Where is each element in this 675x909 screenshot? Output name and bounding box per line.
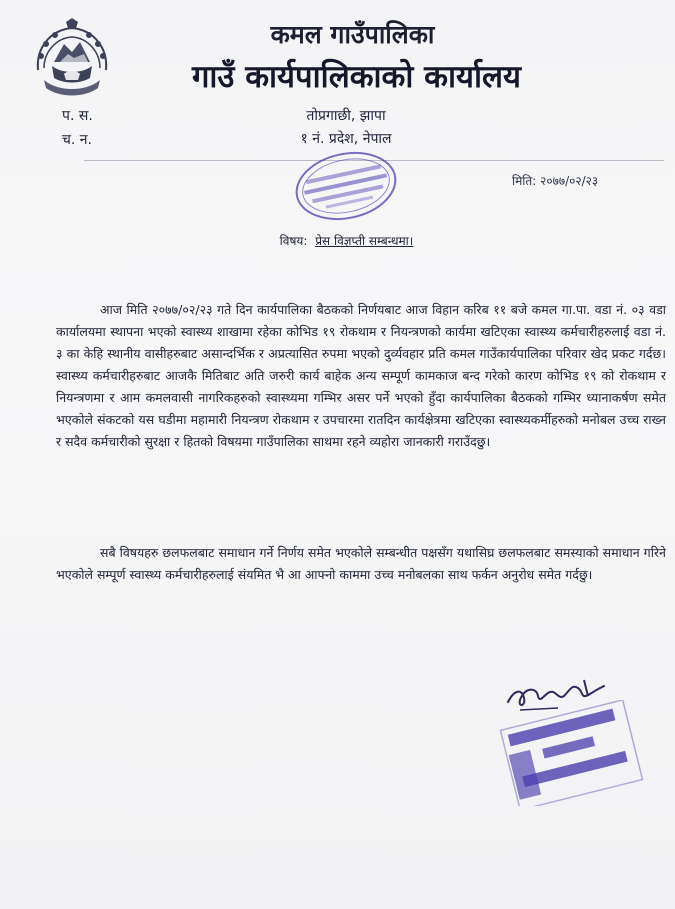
body-paragraph-1: आज मिति २०७७/०२/२३ गते दिन कार्यपालिका बैठकको निर्णयबाट आज विहान करिब ११ बजे कमल गा.पा. वडा नं. ०३ वडा कार्यालयमा स्थापना भएको स्वास्थ्य शाखामा रहेका कोभिड १९ रोकथाम र नियन्त्रणको कार्यमा खटिएका स्वास्थ्य कर्मचारीहरुलाई वडा नं. ३ का केहि स्थानीय वासीहरुबाट असान्दर्भिक र अप्रत्यासित रुपमा भएको दुर्व्यवहार प्रति कमल गाउँकार्यपालिका परिवार खेद प्रकट गर्दछ। स्वास्थ्य कर्मचारीहरुबाट आजकै मितिबाट अति जरुरी कार्य बाहेक अन्य सम्पूर्ण कामकाज बन्द गरेको कारण कोभिड १९ को रोकथाम र नियन्त्रणमा र आम कमलवासी नागरिकहरुको स्वास्थ्यमा गम्भिर असर पर्ने भएको हुँदा कार्यपालिका बैठकको गम्भिर ध्यानाकर्षण समेत भएकोले संकटको यस घडीमा महामारी नियन्त्रण रोकथाम र उपचारमा रातदिन कार्यक्षेत्रमा खटिएका स्वास्थ्यकर्मीहरुको मनोबल उच्च राख्न र सदैव कर्मचारीको सुरक्षा र हितको विषयमा गाउँपालिका साथमा रहने व्यहोरा जानकारी गराउँदछु। [56, 301, 666, 450]
address-line-2: १ नं. प्रदेश, नेपाल [300, 131, 392, 147]
address-line-1: तोप्रगाछी, झापा [306, 108, 386, 124]
letter-subject [0, 232, 675, 249]
reference-cn-label: च. न. [62, 132, 93, 148]
date-value: २०७७/०२/२३ [540, 174, 599, 188]
body-paragraph-2: सबै विषयहरु छलफलबाट समाधान गर्ने निर्णय समेत भएकोले सम्बन्धीत पक्षसँग यथासिघ्र छलफलबाट समस्याको समाधान गरिने भएकोले सम्पूर्ण स्वास्थ्य कर्मचारीहरुलाई संयमित भै आ आफ्नो काममा उच्च मनोबलका साथ फर्कन अनुरोध समेत गर्दछु। [56, 544, 666, 582]
letter-date [512, 172, 598, 189]
date-label: मिति: [512, 174, 537, 188]
signatory-stamp [496, 700, 646, 806]
office-stamp [290, 146, 402, 226]
subject-label: विषय: [279, 234, 308, 248]
reference-ps-label: प. स. [62, 108, 93, 124]
municipality-name: कमल गाउँपालिका [270, 20, 435, 49]
office-name: गाउँ कार्यपालिकाको कार्यालय [191, 59, 522, 95]
subject-value: प्रेस विज्ञप्ती सम्बन्धमा। [315, 234, 414, 248]
